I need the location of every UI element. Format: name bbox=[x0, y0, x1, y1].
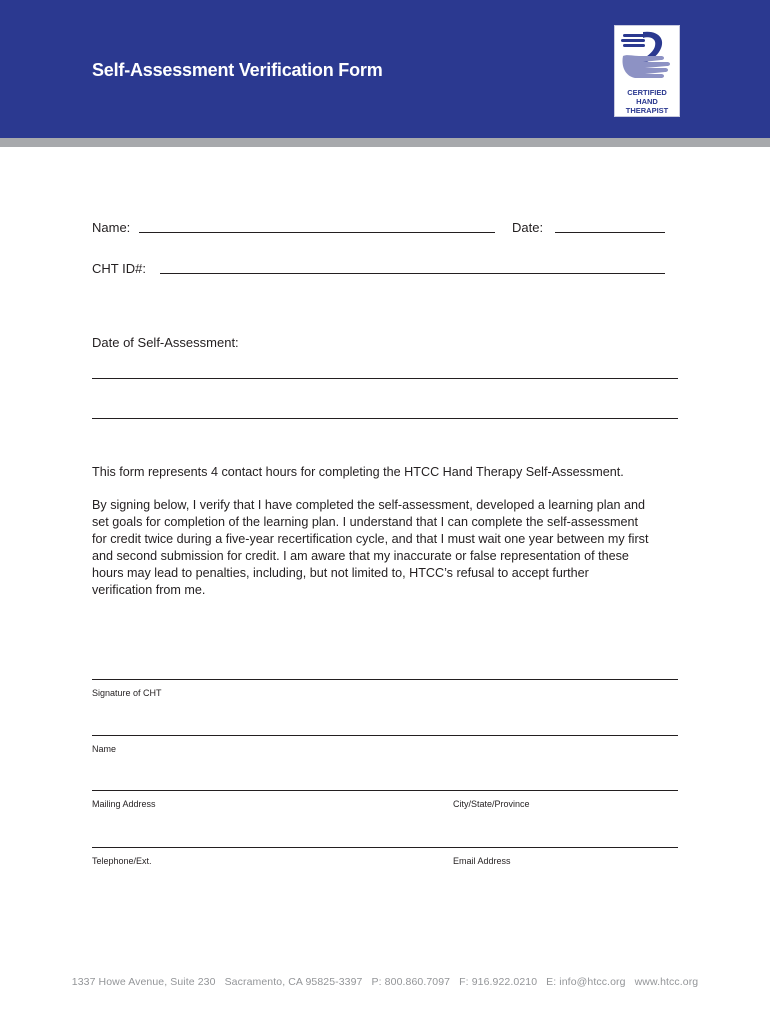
telephone-label: Telephone/Ext. bbox=[92, 856, 152, 866]
printed-name-label: Name bbox=[92, 744, 117, 754]
mailing-address-label: Mailing Address bbox=[92, 799, 156, 809]
signature-line[interactable] bbox=[92, 679, 678, 680]
footer-phone: P: 800.860.7097 bbox=[371, 976, 451, 988]
attestation-line: verification from me. bbox=[92, 583, 206, 597]
name-field[interactable] bbox=[139, 232, 495, 233]
page-title: Self-Assessment Verification Form bbox=[92, 60, 383, 80]
attestation-line: hours may lead to penalties, including, but not limited to, HTCC’s refusal to accept further bbox=[92, 566, 589, 580]
date-field[interactable] bbox=[555, 232, 665, 233]
self-assessment-date-line-2[interactable] bbox=[92, 418, 678, 419]
footer-contact bbox=[0, 976, 770, 988]
cht-logo bbox=[614, 25, 680, 117]
attestation-line: for credit twice during a five-year recertification cycle, and that I must wait one year between my first bbox=[92, 532, 649, 546]
contact-hours-text: This form represents 4 contact hours for completing the HTCC Hand Therapy Self-Assessment. bbox=[92, 465, 624, 479]
attestation-line: By signing below, I verify that I have completed the self-assessment, developed a learning plan and bbox=[92, 498, 646, 512]
footer-web: www.htcc.org bbox=[634, 976, 699, 988]
attestation-line: and second submission for credit. I am aware that my inaccurate or false representation of these bbox=[92, 549, 629, 563]
logo-text-therapist: THERAPIST bbox=[625, 106, 669, 115]
footer-address: 1337 Howe Avenue, Suite 230 bbox=[71, 976, 216, 988]
self-assessment-date-label: Date of Self-Assessment: bbox=[92, 335, 239, 350]
date-label: Date: bbox=[512, 220, 544, 235]
address-line[interactable] bbox=[92, 790, 678, 791]
cht-id-label: CHT ID#: bbox=[92, 261, 146, 276]
footer-email: E: info@htcc.org bbox=[546, 976, 626, 988]
attestation-line: set goals for completion of the learning plan. I understand that I can complete the self-assessment bbox=[92, 515, 639, 529]
logo-text-hand: HAND bbox=[636, 97, 658, 106]
self-assessment-date-line-1[interactable] bbox=[92, 378, 678, 379]
city-state-label: City/State/Province bbox=[453, 799, 530, 809]
header-banner bbox=[0, 0, 770, 138]
name-label: Name: bbox=[92, 220, 131, 235]
logo-text-certified: CERTIFIED bbox=[627, 88, 667, 97]
hand-logo-icon bbox=[615, 26, 679, 86]
attestation-paragraph bbox=[92, 497, 682, 599]
signature-label: Signature of CHT bbox=[92, 688, 162, 698]
printed-name-line[interactable] bbox=[92, 735, 678, 736]
header-stripe bbox=[0, 138, 770, 147]
contact-line[interactable] bbox=[92, 847, 678, 848]
email-label: Email Address bbox=[453, 856, 511, 866]
cht-id-field[interactable] bbox=[160, 273, 665, 274]
footer-city: Sacramento, CA 95825-3397 bbox=[224, 976, 363, 988]
footer-fax: F: 916.922.0210 bbox=[459, 976, 538, 988]
